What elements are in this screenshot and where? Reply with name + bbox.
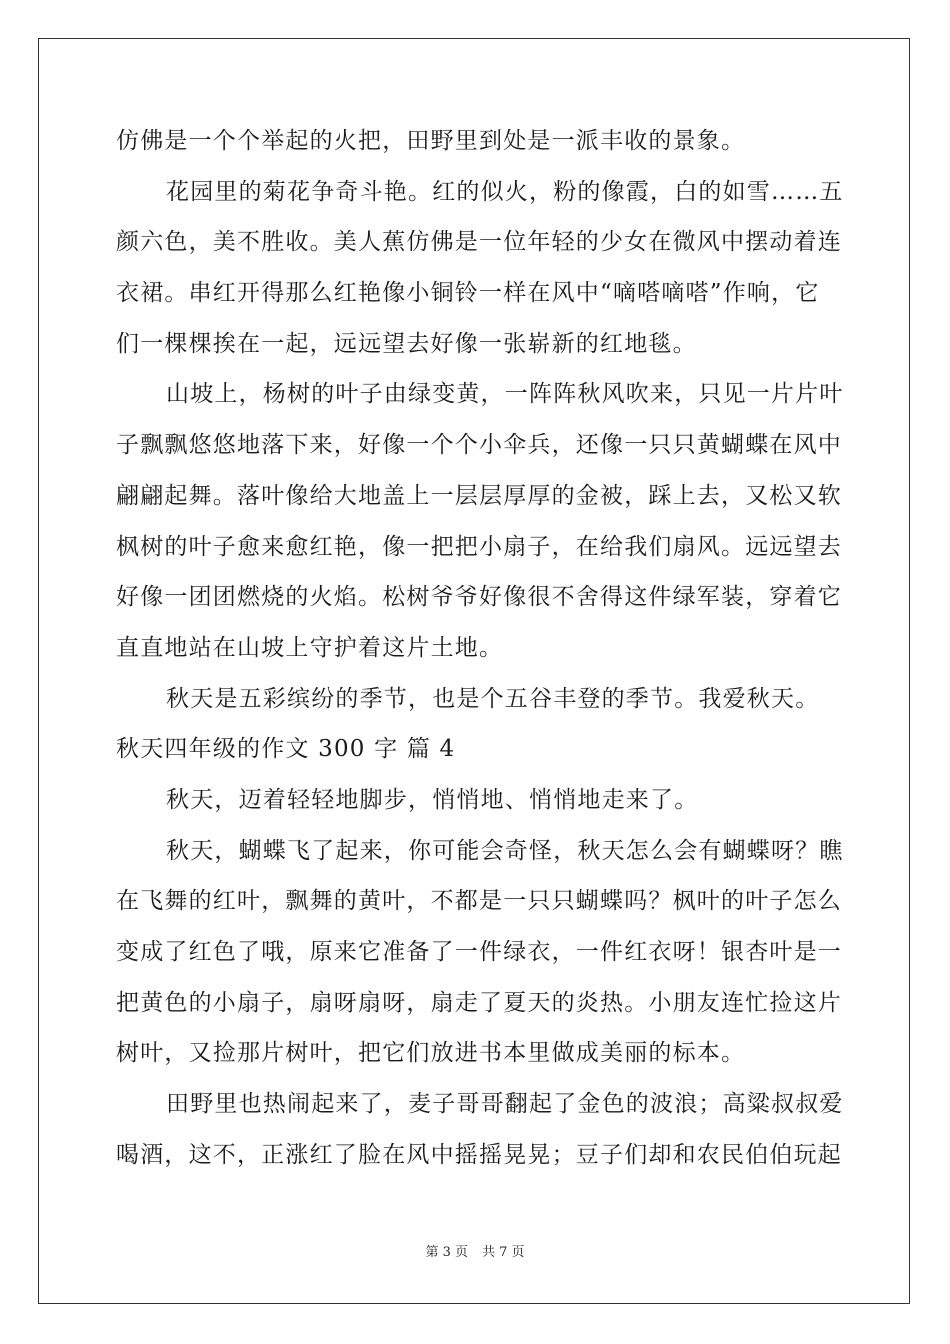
document-body xyxy=(116,116,844,1180)
text-line: 直直地站在山坡上守护着这片土地。 xyxy=(116,634,504,661)
text-line: 秋天是五彩缤纷的季节，也是个五谷丰登的季节。我爱秋天。 xyxy=(166,685,820,712)
text-line: 把黄色的小扇子，扇呀扇呀，扇走了夏天的炎热。小朋友连忙捡这片 xyxy=(116,989,842,1016)
page-total: 共 7 页 xyxy=(482,1245,525,1260)
page-number: 第 3 页 xyxy=(425,1245,468,1260)
text-line: 们一棵棵挨在一起，远远望去好像一张崭新的红地毯。 xyxy=(116,330,697,357)
text-line: 子飘飘悠悠地落下来，好像一个个小伞兵，还像一只只黄蝴蝶在风中 xyxy=(116,432,842,459)
text-line: 仿佛是一个个举起的火把，田野里到处是一派丰收的景象。 xyxy=(116,128,746,154)
text-line: 翩翩起舞。落叶像给大地盖上一层层厚厚的金被，踩上去，又松又软 xyxy=(116,482,842,509)
page-footer xyxy=(0,1243,950,1263)
text-line: 秋天，蝴蝶飞了起来，你可能会奇怪，秋天怎么会有蝴蝶呀？瞧 xyxy=(166,837,844,864)
text-line: 衣裙。串红开得那么红艳像小铜铃一样在风中“嘀嗒嘀嗒”作响，它 xyxy=(116,280,820,307)
text-line: 山坡上，杨树的叶子由绿变黄，一阵阵秋风吹来，只见一片片叶 xyxy=(166,381,844,408)
text-line: 树叶，又捡那片树叶，把它们放进书本里做成美丽的标本。 xyxy=(116,1040,746,1067)
text-line: 田野里也热闹起来了，麦子哥哥翻起了金色的波浪；高粱叔叔爱 xyxy=(166,1091,844,1118)
text-line: 秋天四年级的作文 300 字 篇 4 xyxy=(116,736,456,763)
text-line: 变成了红色了哦，原来它准备了一件绿衣，一件红衣呀！银杏叶是一 xyxy=(116,939,842,965)
text-line: 颜六色，美不胜收。美人蕉仿佛是一位年轻的少女在微风中摆动着连 xyxy=(116,229,842,256)
text-line: 好像一团团燃烧的火焰。松树爷爷好像很不舍得这件绿军装，穿着它 xyxy=(116,584,842,611)
text-line: 秋天，迈着轻轻地脚步，悄悄地、悄悄地走来了。 xyxy=(166,786,699,813)
text-line: 花园里的菊花争奇斗艳。红的似火，粉的像霞，白的如雪……五 xyxy=(166,178,844,205)
text-line: 喝酒，这不，正涨红了脸在风中摇摇晃晃；豆子们却和农民伯伯玩起 xyxy=(116,1141,842,1168)
text-line: 在飞舞的红叶，飘舞的黄叶，不都是一只只蝴蝶吗？枫叶的叶子怎么 xyxy=(116,888,842,915)
text-line: 枫树的叶子愈来愈红艳，像一把把小扇子，在给我们扇风。远远望去 xyxy=(116,533,842,560)
